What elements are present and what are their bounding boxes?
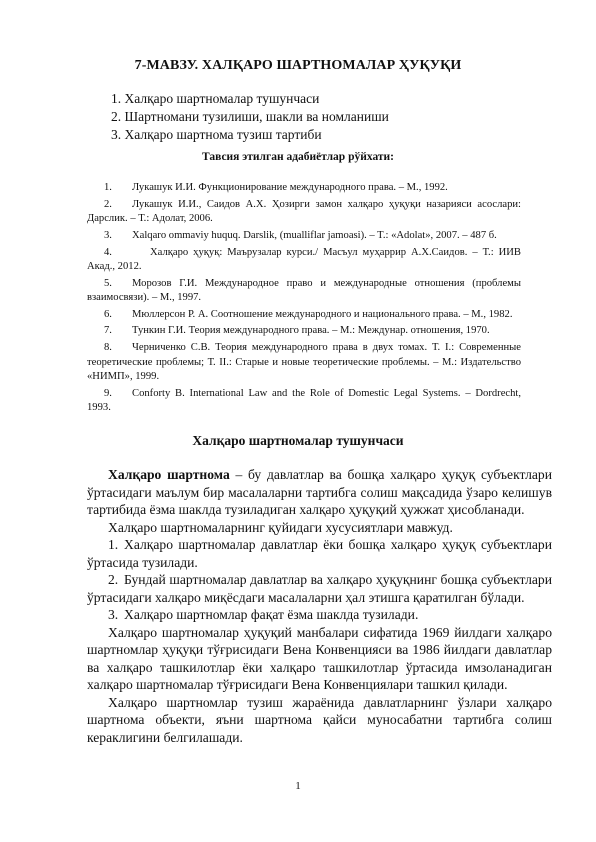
reference-number: 8. <box>104 342 112 354</box>
outline-item: 1. Халқаро шартномалар тушунчаси <box>111 91 320 106</box>
feature-item <box>87 536 552 571</box>
feature-text: Халқаро шартномлар фақат ёзма шаклда тузилади. <box>124 607 419 622</box>
outline-item: 2. Шартномани тузилиши, шакли ва номланиши <box>111 109 389 124</box>
reference-text: Conforty B. International Law and the Role of Domestic Legal Systems. – Dordrecht, 1993. <box>87 387 521 414</box>
feature-item <box>87 606 552 624</box>
feature-text: Бундай шартномалар давлатлар ва халқаро ҳуқуқнинг бошқа субъектлари ўртасидаги халқаро миқёсдаги масалаларни ҳал этишга қаратилган бўлади. <box>87 572 552 605</box>
references-heading: Тавсия этилган адабиётлар рўйхати: <box>201 151 395 163</box>
reference-item <box>87 341 521 384</box>
topic-outline <box>111 90 389 144</box>
reference-number: 5. <box>104 277 112 289</box>
outline-item: 3. Халқаро шартнома тузиш тартиби <box>111 127 322 142</box>
document-title: 7-МАВЗУ. ХАЛҚАРО ШАРТНОМАЛАР ҲУҚУҚИ <box>134 58 462 73</box>
reference-text: Халқаро ҳуқуқ: Маърузалар курси./ Масъул муҳаррир А.Х.Саидов. – Т.: ИИВ Акад., 2012. <box>87 246 521 272</box>
reference-number: 7. <box>104 325 112 337</box>
feature-text: Халқаро шартномалар давлатлар ёки бошқа халқаро ҳуқуқ субъектлари ўртасида тузилади. <box>87 537 552 570</box>
reference-item <box>87 246 521 275</box>
reference-text: Морозов Г.И. Международное право и международные отношения (проблемы взаимосвязи). – М., 1997. <box>87 277 521 304</box>
reference-text: Лукашук И.И. Функционирование международного права. – М., 1992. <box>132 182 448 193</box>
reference-number: 4. <box>104 246 112 258</box>
reference-item <box>87 198 521 227</box>
reference-item <box>87 324 521 338</box>
feature-number: 3. <box>108 607 119 622</box>
reference-number: 3. <box>104 229 112 241</box>
reference-number: 1. <box>104 182 112 193</box>
reference-text: Лукашук И.И., Саидов А.Х. Ҳозирги замон халқаро ҳуқуқи назарияси асослари: Дарслик. – Т.: Адолат, 2006. <box>87 198 521 225</box>
references-list <box>87 181 521 418</box>
reference-number: 2. <box>104 198 112 210</box>
reference-number: 9. <box>104 387 112 399</box>
reference-text: Черниченко С.В. Теория международного права в двух томах. Т. I.: Современные теоретические проблемы; Т. II.: Старые и новые теоретические проблемы. – М.: Издательство «НИМП», 1999. <box>87 342 521 382</box>
reference-item <box>87 181 521 195</box>
body-paragraph: Халқаро шартномалар ҳуқуқий манбалари сифатида 1969 йилдаги халқаро шартномлар ҳуқуқи тўғрисидаги Вена Конвенцияси ва 1986 йилдаги давлатлар ва халқаро ташкилотлар ёки халқаро ташкилотлар ўртасида имзоланадиган халқаро шартномалар тўғрисидаги Вена Конвенциялари ташкил қилади. <box>87 624 552 692</box>
reference-item <box>87 277 521 306</box>
section-heading: Халқаро шартномалар тушунчаси <box>192 433 404 448</box>
defined-term: Халқаро шартнома <box>108 467 230 482</box>
reference-item <box>87 229 521 243</box>
reference-text: Xalqaro ommaviy huquq. Darslik, (mualliflar jamoasi). – T.: «Adolat», 2007. – 487 б. <box>132 229 497 241</box>
reference-item <box>87 308 521 322</box>
feature-number: 2. <box>108 572 119 587</box>
reference-item <box>87 387 521 416</box>
body-paragraph: Халқаро шартномаларнинг қуйидаги хусусиятлари мавжуд. <box>108 519 453 535</box>
page-number: 1 <box>295 780 301 792</box>
section-body <box>87 466 552 746</box>
feature-number: 1. <box>108 537 119 552</box>
reference-number: 6. <box>104 308 112 320</box>
feature-item <box>87 571 552 606</box>
definition-text: – бу давлатлар ва бошқа халқаро ҳуқуқ субъектлари ўртасидаги маълум бир масалаларни тартибга солиш мақсадида ўзаро келишув тартибида ёзма шаклда тузиладиган халқаро ҳуқуқий ҳужжат ҳисобланади. <box>87 467 552 517</box>
reference-text: Тункин Г.И. Теория международного права. – М.: Междунар. отношения, 1970. <box>132 325 490 337</box>
body-paragraph: Халқаро шартномлар тузиш жараёнида давлатларнинг ўзлари халқаро шартнома объекти, яъни шартнома қайси муносабатни тартибга солиш кераклигини белгилашади. <box>87 694 552 745</box>
definition-paragraph <box>87 466 552 519</box>
reference-text: Мюллерсон Р. А. Соотношение международного и национального права. – М., 1982. <box>132 308 513 320</box>
